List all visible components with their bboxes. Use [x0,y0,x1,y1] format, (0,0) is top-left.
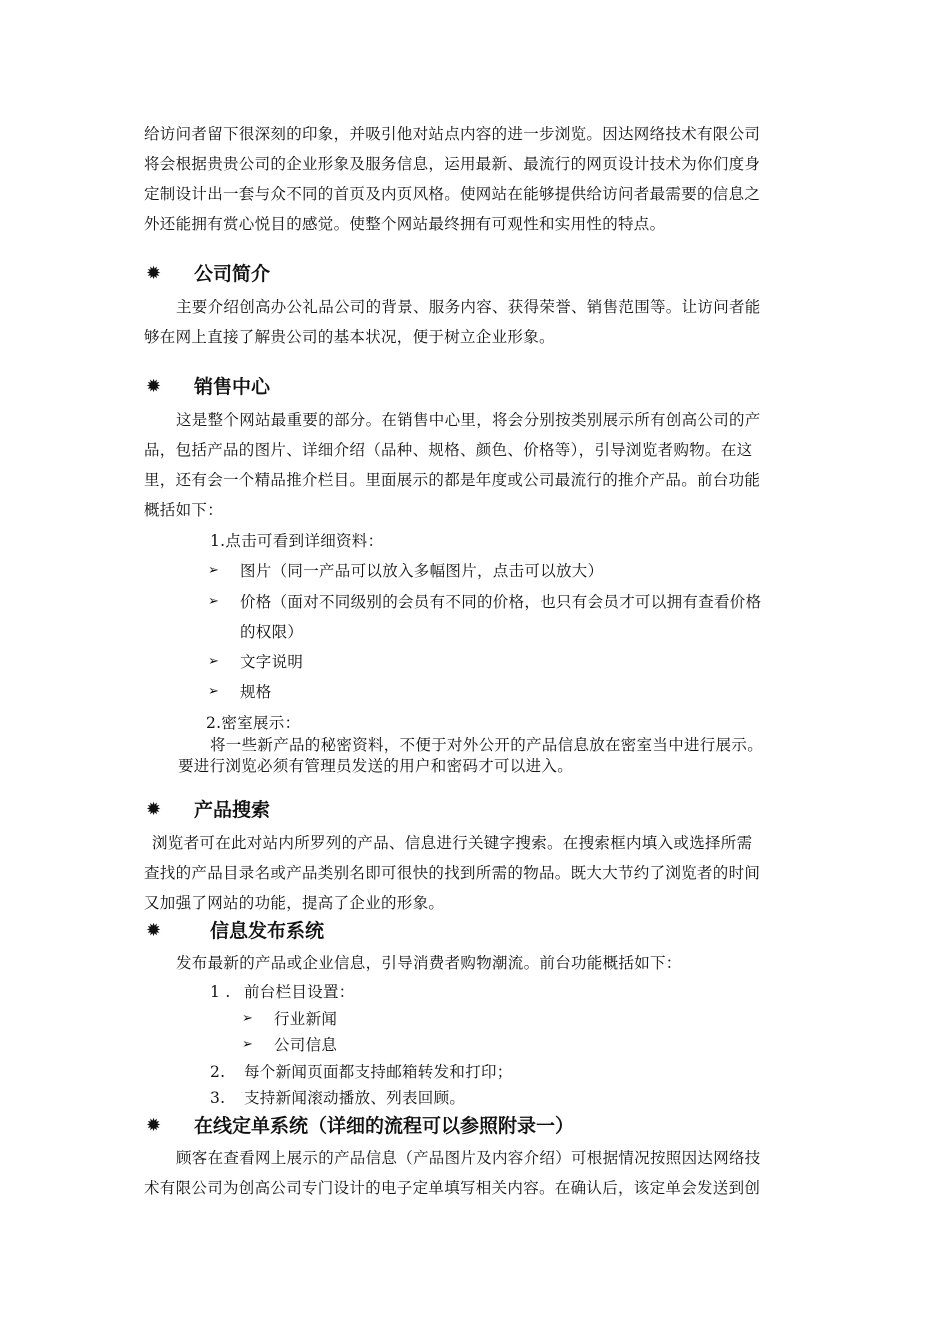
search-heading: 产品搜索 [194,799,271,821]
section-bullet-icon: ✹ [146,1115,162,1136]
sales-sub-item: 文字说明 [240,653,304,671]
sales-item-2: 2.密室展示： [206,714,301,732]
section-bullet-icon: ✹ [146,799,162,820]
news-sub-item: 行业新闻 [274,1010,338,1028]
sales-item-2-line-2: 要进行浏览必须有管理员发送的用户和密码才可以进入。 [178,757,574,775]
company-heading: 公司简介 [194,263,271,285]
intro-line-3: 定制设计出一套与众不同的首页及内页风格。使网站在能够提供给访问者最需要的信息之 [144,185,761,203]
sales-item-2-line-1: 将一些新产品的秘密资料，不便于对外公开的产品信息放在密室当中进行展示。 [210,736,764,754]
order-heading: 在线定单系统（详细的流程可以参照附录一） [194,1115,575,1137]
intro-line-1: 给访问者留下很深刻的印象，并吸引他对站点内容的进一步浏览。因达网络技术有限公司 [144,125,761,143]
order-line-1: 顾客在查看网上展示的产品信息（产品图片及内容介绍）可根据情况按照因达网络技 [176,1149,761,1167]
sales-line-3: 里，还有会一个精品推介栏目。里面展示的都是年度或公司最流行的推介产品。前台功能 [144,471,761,489]
news-item-text: 前台栏目设置： [244,983,355,1001]
sales-line-2: 品，包括产品的图片、详细介绍（品种、规格、颜色、价格等），引导浏览者购物。在这 [144,441,753,459]
arrow-bullet-icon: ➢ [208,594,219,609]
search-line-3: 又加强了网站的功能，提高了企业的形象。 [144,894,445,912]
section-bullet-icon: ✹ [146,376,162,397]
arrow-bullet-icon: ➢ [208,684,219,699]
news-item-text: 每个新闻页面都支持邮箱转发和打印； [244,1063,513,1081]
sales-sub-item: 价格（面对不同级别的会员有不同的价格，也只有会员才可以拥有查看价格 [240,593,762,611]
news-sub-item: 公司信息 [274,1036,338,1054]
news-item-number: 1 . [210,983,231,1001]
news-item-text: 支持新闻滚动播放、列表回顾。 [244,1089,466,1107]
intro-line-4: 外还能拥有赏心悦目的感觉。使整个网站最终拥有可观性和实用性的特点。 [144,215,666,233]
search-line-1: 浏览者可在此对站内所罗列的产品、信息进行关键字搜索。在搜索框内填入或选择所需 [152,834,753,852]
news-line-1: 发布最新的产品或企业信息，引导消费者购物潮流。前台功能概括如下： [176,954,682,972]
section-bullet-icon: ✹ [146,263,162,284]
sales-item-1: 1.点击可看到详细资料： [210,532,384,550]
news-heading: 信息发布系统 [210,920,325,942]
news-item-number: 2. [210,1063,226,1081]
company-line-2: 够在网上直接了解贵公司的基本状况，便于树立企业形象。 [144,328,555,346]
company-line-1: 主要介绍创高办公礼品公司的背景、服务内容、获得荣誉、销售范围等。让访问者能 [176,298,761,316]
arrow-bullet-icon: ➢ [208,563,219,578]
arrow-bullet-icon: ➢ [242,1037,253,1052]
sales-line-4: 概括如下： [144,501,224,519]
sales-sub-item: 规格 [240,683,272,701]
sales-heading: 销售中心 [194,376,271,398]
sales-line-1: 这是整个网站最重要的部分。在销售中心里，将会分别按类别展示所有创高公司的产 [176,411,761,429]
arrow-bullet-icon: ➢ [242,1011,253,1026]
sales-sub-item-continuation: 的权限） [240,623,304,641]
search-line-2: 查找的产品目录名或产品类别名即可很快的找到所需的物品。既大大节约了浏览者的时间 [144,864,761,882]
news-item-number: 3. [210,1089,226,1107]
section-bullet-icon: ✹ [146,920,162,941]
intro-line-2: 将会根据贵贵公司的企业形象及服务信息，运用最新、最流行的网页设计技术为你们度身 [144,155,761,173]
order-line-2: 术有限公司为创高公司专门设计的电子定单填写相关内容。在确认后，该定单会发送到创 [144,1179,761,1197]
sales-sub-item: 图片（同一产品可以放入多幅图片，点击可以放大） [240,562,604,580]
arrow-bullet-icon: ➢ [208,654,219,669]
